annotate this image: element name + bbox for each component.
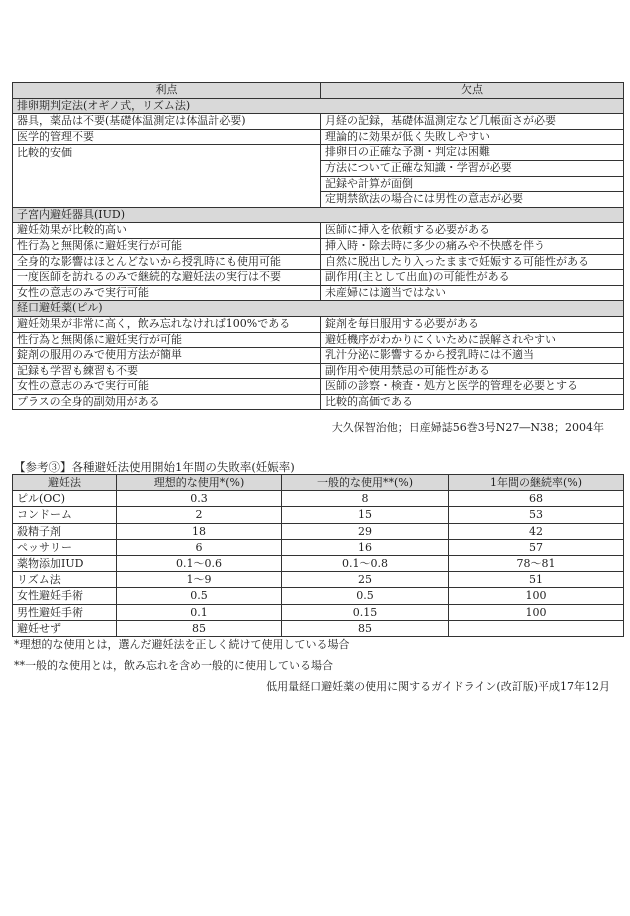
- table-row: [13, 572, 624, 588]
- pros-cons-table: [12, 82, 624, 410]
- section-title: 経口避妊薬(ピル): [13, 301, 624, 317]
- method-cell: ペッサリー: [13, 539, 117, 555]
- typical-use-cell: 16: [282, 539, 449, 555]
- header-continuation: 1年間の継続率(%): [449, 475, 624, 491]
- continuation-cell: 68: [449, 491, 624, 507]
- method-cell: リズム法: [13, 572, 117, 588]
- method-cell: 避妊せず: [13, 620, 117, 636]
- table-row: [13, 394, 624, 410]
- header-cons: 欠点: [321, 83, 624, 99]
- con-cell: 挿入時・除去時に多少の痛みや不快感を伴う: [321, 238, 624, 254]
- table-row: [13, 270, 624, 286]
- continuation-cell: 42: [449, 523, 624, 539]
- header-typical-use: 一般的な使用**(%): [282, 475, 449, 491]
- table-row: [13, 285, 624, 301]
- con-cell: 定期禁欲法の場合には男性の意志が必要: [321, 192, 624, 208]
- table-row: [13, 129, 624, 145]
- con-cell: 理論的に効果が低く失敗しやすい: [321, 129, 624, 145]
- table-row: [13, 332, 624, 348]
- continuation-cell: 57: [449, 539, 624, 555]
- table-row: [13, 348, 624, 364]
- pro-cell: 錠剤の服用のみで使用方法が簡単: [13, 348, 321, 364]
- table-row: [13, 160, 624, 176]
- pro-cell: 避妊効果が非常に高く，飲み忘れなければ100%である: [13, 316, 321, 332]
- con-cell: 自然に脱出したり入ったままで妊娠する可能性がある: [321, 254, 624, 270]
- method-cell: 男性避妊手術: [13, 604, 117, 620]
- continuation-cell: 100: [449, 604, 624, 620]
- ideal-use-cell: 18: [117, 523, 282, 539]
- table-row: [13, 363, 624, 379]
- table-row: [13, 620, 624, 636]
- typical-use-cell: 0.5: [282, 588, 449, 604]
- typical-use-cell: 85: [282, 620, 449, 636]
- table-row: [13, 507, 624, 523]
- typical-use-cell: 15: [282, 507, 449, 523]
- table-row: [13, 145, 624, 161]
- con-cell: 排卵日の正確な予測・判定は困難: [321, 145, 624, 161]
- pro-cell: 医学的管理不要: [13, 129, 321, 145]
- table1-source: 大久保智治他；日産婦誌56巻3号N27―N38；2004年: [331, 421, 604, 434]
- table-row: [13, 539, 624, 555]
- header-row: [13, 475, 624, 491]
- table-row: [13, 238, 624, 254]
- con-cell: 未産婦には適当ではない: [321, 285, 624, 301]
- header-pros: 利点: [13, 83, 321, 99]
- pro-cell: 女性の意志のみで実行可能: [13, 379, 321, 395]
- header-row: [13, 83, 624, 99]
- typical-use-cell: 29: [282, 523, 449, 539]
- typical-use-cell: 0.15: [282, 604, 449, 620]
- table-row: [13, 523, 624, 539]
- section-title: 排卵期判定法(オギノ式，リズム法): [13, 98, 624, 114]
- table-row: [13, 379, 624, 395]
- section-row: [13, 301, 624, 317]
- con-cell: 医師に挿入を依頼する必要がある: [321, 223, 624, 239]
- method-cell: コンドーム: [13, 507, 117, 523]
- con-cell: 方法について正確な知識・学習が必要: [321, 160, 624, 176]
- failure-rate-table: [12, 474, 624, 637]
- pro-cell: [13, 192, 321, 208]
- continuation-cell: 78〜81: [449, 556, 624, 572]
- pro-cell: 女性の意志のみで実行可能: [13, 285, 321, 301]
- table-row: [13, 192, 624, 208]
- table-row: [13, 114, 624, 130]
- pro-cell: 器具，薬品は不要(基礎体温測定は体温計必要): [13, 114, 321, 130]
- typical-use-cell: 25: [282, 572, 449, 588]
- header-method: 避妊法: [13, 475, 117, 491]
- method-cell: 薬物添加IUD: [13, 556, 117, 572]
- ideal-use-cell: 6: [117, 539, 282, 555]
- section-row: [13, 207, 624, 223]
- note-typical-use: **一般的な使用とは，飲み忘れを含め一般的に使用している場合: [14, 659, 333, 672]
- table-row: [13, 223, 624, 239]
- header-ideal-use: 理想的な使用*(%): [117, 475, 282, 491]
- note-ideal-use: *理想的な使用とは，選んだ避妊法を正しく続けて使用している場合: [14, 638, 350, 651]
- table-row: [13, 254, 624, 270]
- con-cell: 比較的高価である: [321, 394, 624, 410]
- con-cell: 医師の診察・検査・処方と医学的管理を必要とする: [321, 379, 624, 395]
- pro-cell: [13, 176, 321, 192]
- pro-cell: 性行為と無関係に避妊実行が可能: [13, 332, 321, 348]
- method-cell: ピル(OC): [13, 491, 117, 507]
- pro-cell: 避妊効果が比較的高い: [13, 223, 321, 239]
- continuation-cell: [449, 620, 624, 636]
- con-cell: 副作用や使用禁忌の可能性がある: [321, 363, 624, 379]
- table-row: [13, 604, 624, 620]
- ideal-use-cell: 85: [117, 620, 282, 636]
- section-title: 子宮内避妊器具(IUD): [13, 207, 624, 223]
- ideal-use-cell: 2: [117, 507, 282, 523]
- table2-source: 低用量経口避妊薬の使用に関するガイドライン(改訂版)平成17年12月: [266, 680, 610, 693]
- pro-cell: 全身的な影響はほとんどないから授乳時にも使用可能: [13, 254, 321, 270]
- pro-cell: 性行為と無関係に避妊実行が可能: [13, 238, 321, 254]
- method-cell: 殺精子剤: [13, 523, 117, 539]
- table-row: [13, 176, 624, 192]
- section-row: [13, 98, 624, 114]
- method-cell: 女性避妊手術: [13, 588, 117, 604]
- table-row: [13, 491, 624, 507]
- table2-title: 【参考③】各種避妊法使用開始1年間の失敗率(妊娠率): [14, 460, 295, 474]
- typical-use-cell: 8: [282, 491, 449, 507]
- ideal-use-cell: 0.5: [117, 588, 282, 604]
- con-cell: 副作用(主として出血)の可能性がある: [321, 270, 624, 286]
- pro-cell: 記録も学習も練習も不要: [13, 363, 321, 379]
- continuation-cell: 51: [449, 572, 624, 588]
- table-row: [13, 588, 624, 604]
- con-cell: 錠剤を毎日服用する必要がある: [321, 316, 624, 332]
- ideal-use-cell: 0.1〜0.6: [117, 556, 282, 572]
- pro-cell: プラスの全身的副効用がある: [13, 394, 321, 410]
- typical-use-cell: 0.1〜0.8: [282, 556, 449, 572]
- con-cell: 記録や計算が面倒: [321, 176, 624, 192]
- continuation-cell: 100: [449, 588, 624, 604]
- ideal-use-cell: 0.3: [117, 491, 282, 507]
- table-row: [13, 316, 624, 332]
- pro-cell: 比較的安価: [13, 145, 321, 161]
- pro-cell: 一度医師を訪れるのみで継続的な避妊法の実行は不要: [13, 270, 321, 286]
- con-cell: 乳汁分泌に影響するから授乳時には不適当: [321, 348, 624, 364]
- pro-cell: [13, 160, 321, 176]
- continuation-cell: 53: [449, 507, 624, 523]
- ideal-use-cell: 0.1: [117, 604, 282, 620]
- ideal-use-cell: 1〜9: [117, 572, 282, 588]
- table-row: [13, 556, 624, 572]
- con-cell: 月経の記録，基礎体温測定など几帳面さが必要: [321, 114, 624, 130]
- con-cell: 避妊機序がわかりにくいために誤解されやすい: [321, 332, 624, 348]
